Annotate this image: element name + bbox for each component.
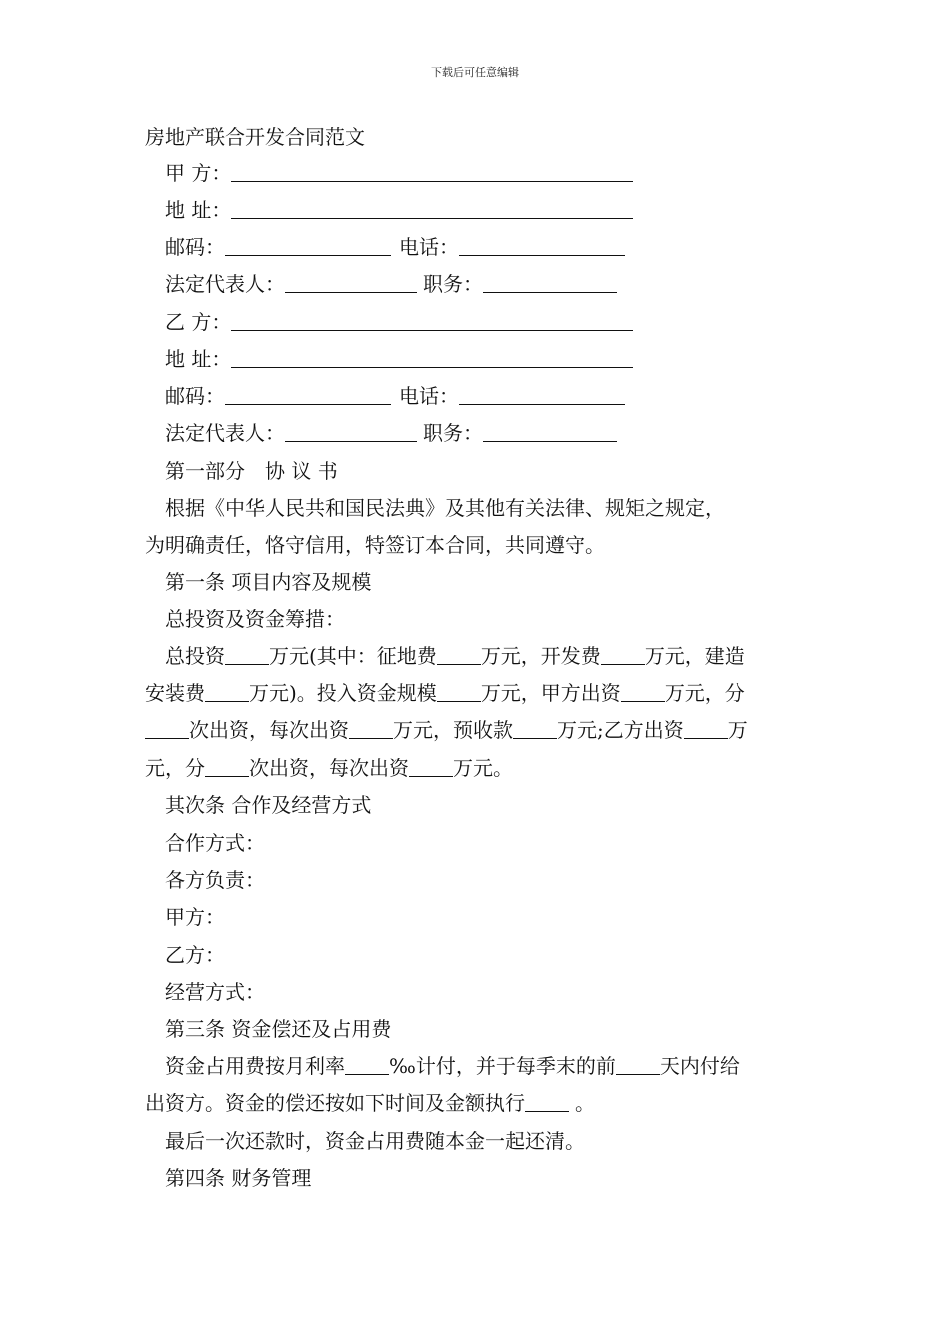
blank-line bbox=[483, 421, 617, 442]
blank-line bbox=[345, 1054, 389, 1075]
blank-line bbox=[621, 681, 665, 702]
text-segment: 万元，预收款 bbox=[393, 718, 513, 742]
blank-line bbox=[225, 235, 391, 256]
blank-line bbox=[285, 272, 417, 293]
address-label: 地 址： bbox=[165, 347, 232, 371]
blank-line bbox=[409, 756, 453, 777]
phone-label: 电话： bbox=[399, 384, 459, 408]
blank-line bbox=[349, 718, 393, 739]
party-a-rep-line bbox=[165, 271, 617, 297]
text-segment: 安装费 bbox=[145, 681, 205, 705]
postcode-label: 邮码： bbox=[165, 384, 225, 408]
preamble-line-2: 为明确责任，恪守信用，特签订本合同，共同遵守。 bbox=[145, 533, 605, 557]
party-a-address-line bbox=[165, 197, 633, 223]
part-one-heading: 第一部分 协 议 书 bbox=[165, 459, 338, 483]
text-segment: 出资方。资金的偿还按如下时间及金额执行 bbox=[145, 1091, 525, 1115]
blank-line bbox=[285, 421, 417, 442]
text-segment: 天内付给 bbox=[659, 1054, 740, 1078]
party-a-line bbox=[165, 160, 633, 186]
party-b-duty: 乙方： bbox=[165, 943, 225, 967]
party-b-label: 乙 方： bbox=[165, 310, 232, 334]
text-segment: 万元，建造 bbox=[644, 644, 745, 668]
investment-line-2 bbox=[145, 680, 745, 706]
blank-line bbox=[225, 644, 269, 665]
blank-line bbox=[205, 681, 249, 702]
blank-line bbox=[205, 756, 249, 777]
party-b-rep-line bbox=[165, 420, 617, 446]
article-1-heading: 第一条 项目内容及规模 bbox=[165, 570, 372, 594]
text-segment: 万元。 bbox=[453, 756, 513, 780]
blank-line bbox=[513, 718, 557, 739]
blank-line bbox=[525, 1091, 569, 1112]
article-4-heading: 第四条 财务管理 bbox=[165, 1166, 312, 1190]
party-b-address-line bbox=[165, 346, 633, 372]
investment-line-4 bbox=[145, 755, 513, 781]
document-title: 房地产联合开发合同范文 bbox=[145, 125, 365, 149]
blank-line bbox=[145, 718, 189, 739]
text-segment: 万元，分 bbox=[664, 681, 745, 705]
phone-label: 电话： bbox=[399, 235, 459, 259]
party-duties: 各方负责： bbox=[165, 868, 265, 892]
rep-label: 法定代表人： bbox=[165, 272, 285, 296]
postcode-label: 邮码： bbox=[165, 235, 225, 259]
text-segment: 总投资 bbox=[165, 644, 225, 668]
rep-label: 法定代表人： bbox=[165, 421, 285, 445]
party-a-duty: 甲方： bbox=[165, 905, 225, 929]
final-repayment: 最后一次还款时，资金占用费随本金一起还清。 bbox=[165, 1129, 585, 1153]
blank-line bbox=[616, 1054, 660, 1075]
text-segment: 万元)。投入资金规模 bbox=[249, 681, 437, 705]
blank-line bbox=[231, 347, 633, 368]
blank-line bbox=[225, 384, 391, 405]
party-b-line bbox=[165, 309, 633, 335]
text-segment: 。 bbox=[575, 1091, 595, 1115]
address-label: 地 址： bbox=[165, 198, 232, 222]
text-segment: 万元;乙方出资 bbox=[557, 718, 684, 742]
article-1-subheading: 总投资及资金筹措： bbox=[165, 607, 345, 631]
blank-line bbox=[437, 681, 481, 702]
investment-line-3 bbox=[145, 717, 748, 743]
preamble-line-1: 根据《中华人民共和国民法典》及其他有关法律、规矩之规定， bbox=[165, 496, 725, 520]
blank-line bbox=[231, 161, 633, 182]
blank-line bbox=[459, 235, 625, 256]
text-segment: 元，分 bbox=[145, 756, 205, 780]
investment-line-1 bbox=[165, 643, 745, 669]
party-a-label: 甲 方： bbox=[165, 161, 232, 185]
blank-line bbox=[459, 384, 625, 405]
blank-line bbox=[684, 718, 728, 739]
article-3-heading: 第三条 资金偿还及占用费 bbox=[165, 1017, 392, 1041]
blank-line bbox=[231, 310, 633, 331]
party-b-contact-line bbox=[165, 383, 625, 409]
text-segment: 次出资，每次出资 bbox=[189, 718, 349, 742]
text-segment: 万元，开发费 bbox=[480, 644, 601, 668]
blank-line bbox=[601, 644, 645, 665]
text-segment: 资金占用费按月利率 bbox=[165, 1054, 345, 1078]
text-segment: 万元(其中：征地费 bbox=[269, 644, 437, 668]
header-note: 下载后可任意编辑 bbox=[431, 66, 519, 79]
article-2-heading: 其次条 合作及经营方式 bbox=[165, 793, 372, 817]
fee-line-2 bbox=[145, 1090, 595, 1116]
text-segment: 万元，甲方出资 bbox=[480, 681, 621, 705]
text-segment: 次出资，每次出资 bbox=[249, 756, 409, 780]
text-segment: 万 bbox=[727, 718, 748, 742]
position-label: 职务： bbox=[423, 421, 483, 445]
blank-line bbox=[483, 272, 617, 293]
position-label: 职务： bbox=[423, 272, 483, 296]
party-a-contact-line bbox=[165, 234, 625, 260]
text-segment: ‰计付，并于每季末的前 bbox=[389, 1054, 616, 1078]
fee-line-1 bbox=[165, 1053, 740, 1079]
blank-line bbox=[437, 644, 481, 665]
blank-line bbox=[231, 198, 633, 219]
cooperation-mode: 合作方式： bbox=[165, 831, 265, 855]
management-mode: 经营方式： bbox=[165, 980, 265, 1004]
